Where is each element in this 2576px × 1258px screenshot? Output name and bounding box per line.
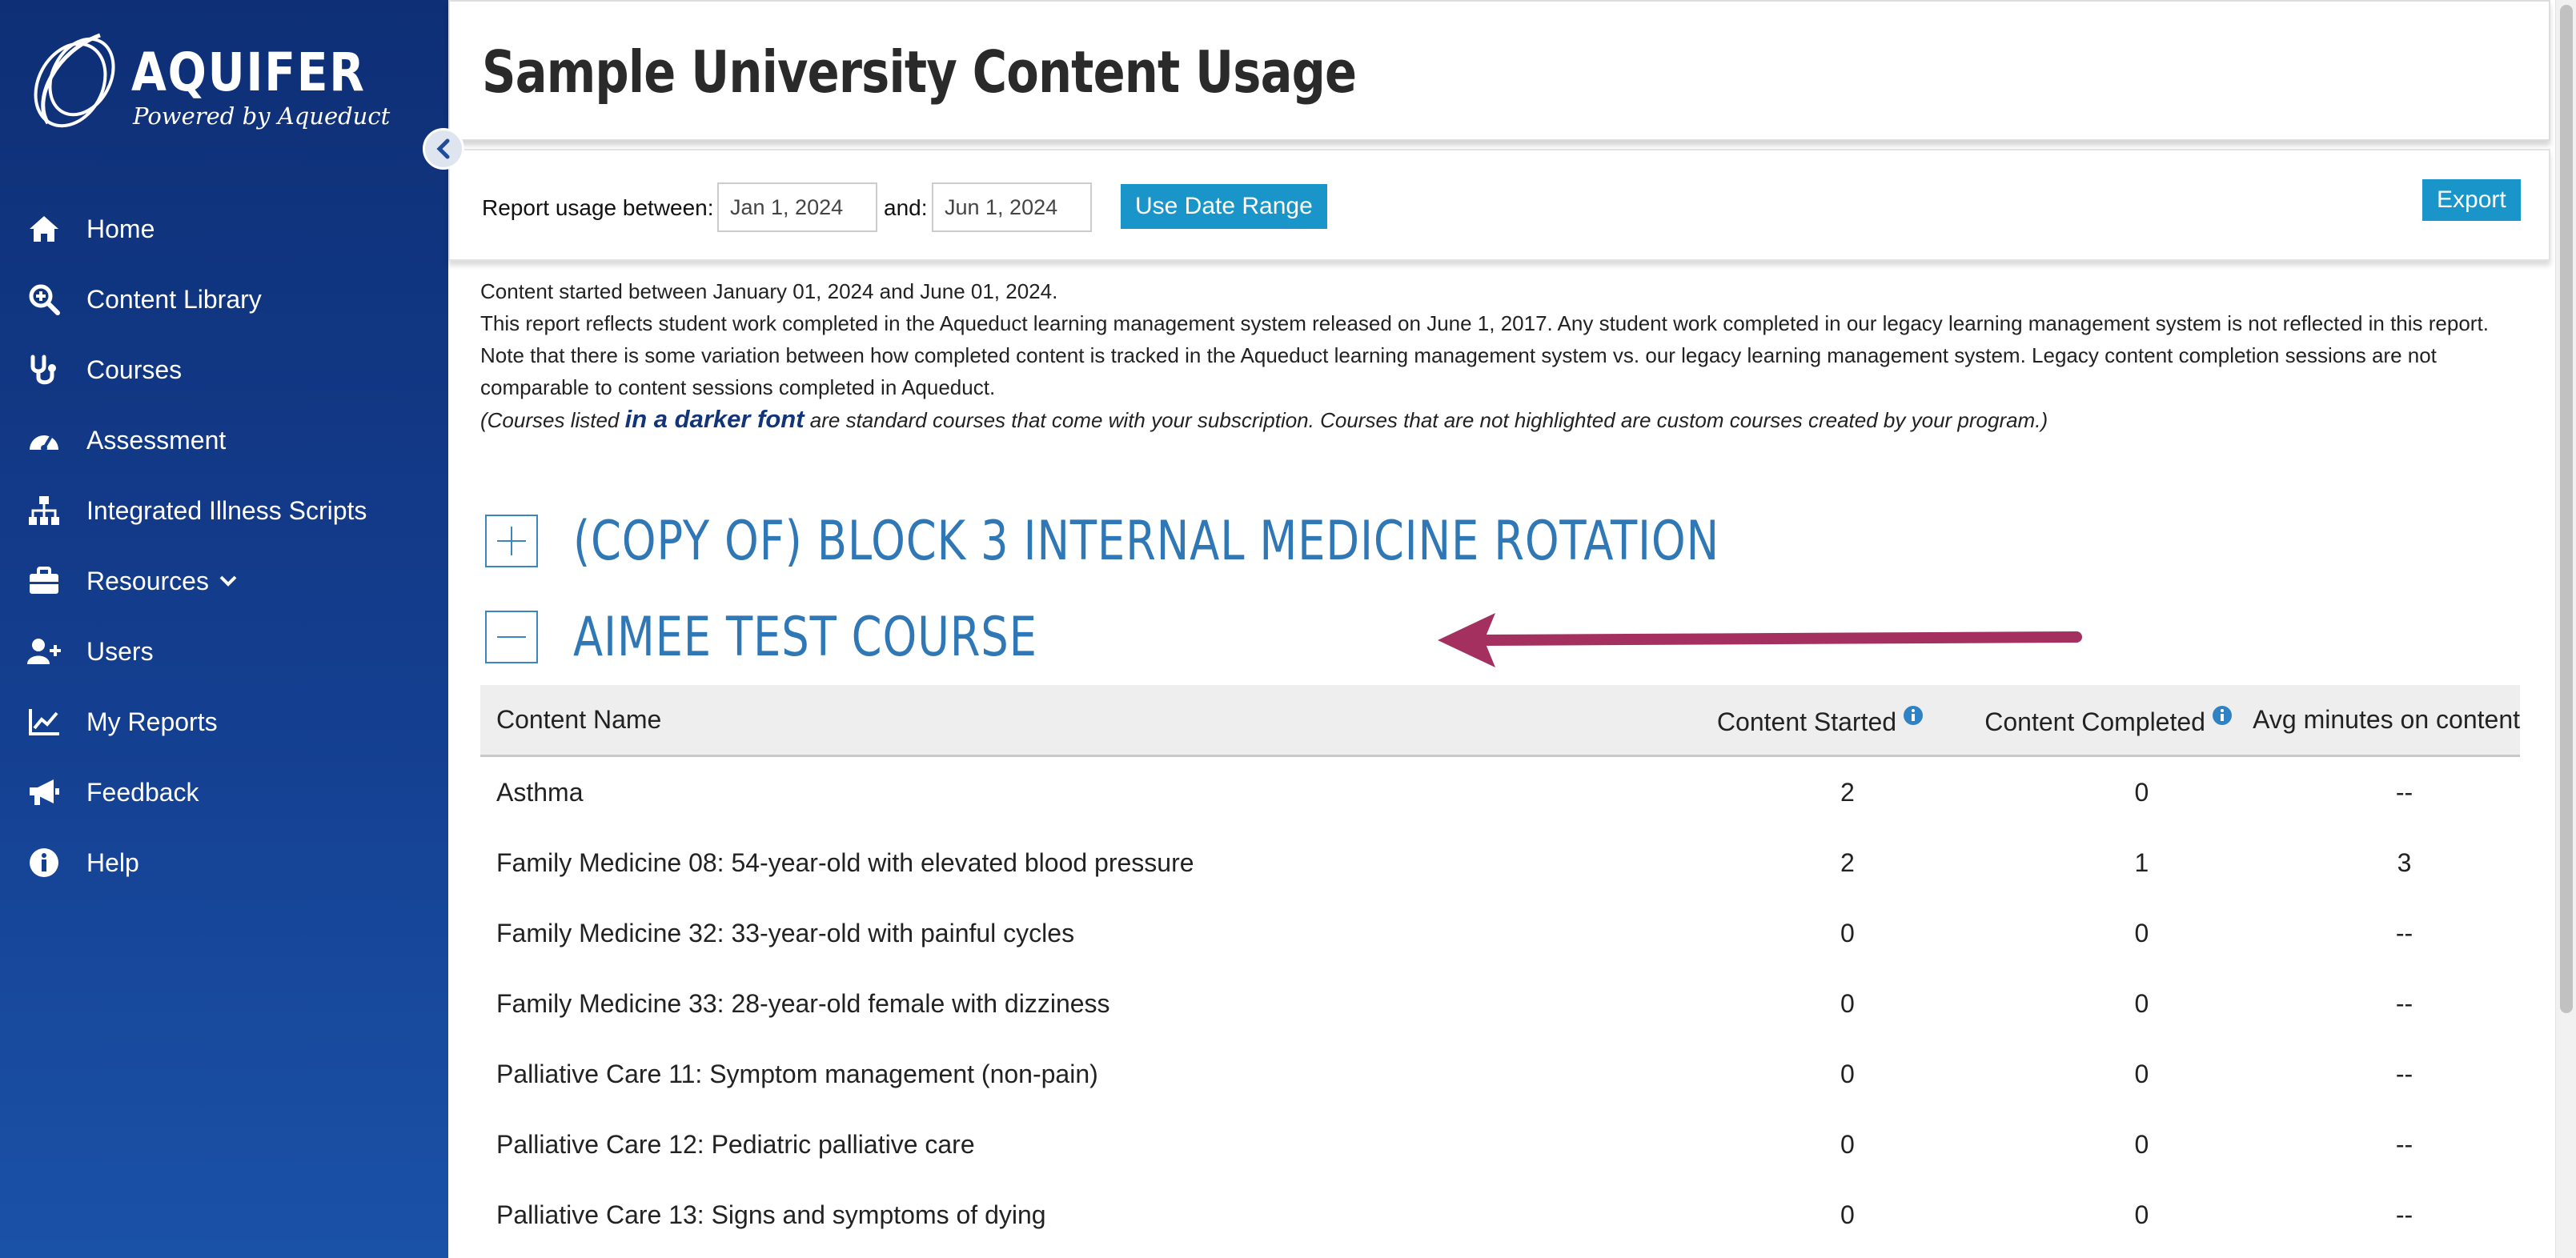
legend-suffix: are standard courses that come with your subscription. Courses that are not highlighted are custom courses created by your program.) (804, 408, 2048, 432)
cell-content-completed: 0 (2134, 777, 2149, 807)
cell-content-completed: 0 (2134, 1129, 2149, 1159)
cell-content-started: 0 (1840, 918, 1855, 948)
cell-content-name: Family Medicine 32: 33-year-old with painful cycles (496, 918, 1075, 948)
content-usage-table (480, 685, 2520, 1250)
main-content (448, 0, 2555, 1258)
legend-prefix: (Courses listed (480, 408, 625, 432)
cell-avg-minutes: -- (2395, 1129, 2413, 1159)
cell-content-completed: 0 (2134, 918, 2149, 948)
sidebar-item-my-reports[interactable] (0, 687, 448, 757)
sidebar-item-label: Users (86, 636, 154, 666)
sidebar (0, 0, 448, 1258)
table-row (480, 1180, 2520, 1250)
date-range-summary: Content started between January 01, 2024 and June 01, 2024. (480, 279, 1058, 303)
sidebar-item-label: My Reports (86, 707, 218, 736)
sidebar-item-content-library[interactable] (0, 264, 448, 335)
cell-content-started: 0 (1840, 1129, 1855, 1159)
minus-icon (496, 621, 528, 653)
briefcase-icon (27, 564, 61, 598)
cell-avg-minutes: -- (2395, 1200, 2413, 1229)
table-row (480, 827, 2520, 898)
gauge-icon (27, 423, 61, 457)
collapse-course-button[interactable] (485, 611, 538, 663)
sidebar-item-feedback[interactable] (0, 757, 448, 827)
cell-content-name: Palliative Care 11: Symptom management (non-pain) (496, 1059, 1098, 1088)
header-avg-minutes[interactable]: Avg minutes on content (2253, 705, 2520, 734)
cell-avg-minutes: -- (2395, 988, 2413, 1018)
header-label[interactable]: Content Completed (1984, 707, 2205, 736)
sidebar-item-label: Help (86, 847, 139, 877)
cell-content-completed: 0 (2134, 988, 2149, 1018)
aquifer-logo-icon (24, 27, 128, 131)
report-info (480, 275, 2546, 436)
annotation-arrow (1433, 607, 2089, 674)
logo-subtitle: Powered by Aqueduct (133, 102, 391, 130)
report-usage-label: Report usage between: (482, 195, 714, 220)
table-row (480, 1039, 2520, 1109)
cell-avg-minutes: 3 (2397, 847, 2412, 877)
cell-content-started: 0 (1840, 1059, 1855, 1088)
expand-course-button[interactable] (485, 515, 538, 567)
cell-avg-minutes: -- (2395, 1059, 2413, 1088)
cell-content-name: Asthma (496, 777, 584, 807)
sidebar-item-home[interactable] (0, 194, 448, 264)
sidebar-item-label: Feedback (86, 777, 199, 807)
title-card (448, 0, 2550, 141)
course-header (485, 509, 2006, 573)
sidebar-item-label: Resources (86, 566, 209, 595)
home-icon (27, 212, 61, 246)
cell-content-name: Palliative Care 12: Pediatric palliative care (496, 1129, 975, 1159)
cell-avg-minutes: -- (2395, 777, 2413, 807)
page-scrollbar[interactable] (2555, 0, 2576, 1258)
cell-content-name: Palliative Care 13: Signs and symptoms of dying (496, 1200, 1046, 1229)
course-header (485, 605, 1154, 669)
use-date-range-button[interactable]: Use Date Range (1121, 184, 1327, 229)
sidebar-item-resources[interactable] (0, 546, 448, 616)
sidebar-item-label: Content Library (86, 284, 262, 314)
cell-content-name: Family Medicine 08: 54-year-old with elevated blood pressure (496, 847, 1194, 877)
cell-content-name: Family Medicine 33: 28-year-old female with dizziness (496, 988, 1110, 1018)
legacy-notice: Note that there is some variation between how completed content is tracked in the Aqueduct learning management system vs. our legacy learning management system. Legacy content completion sessions are not comparable to content sessions completed in Aqueduct. (480, 343, 2437, 399)
collapse-sidebar-button[interactable] (423, 128, 464, 170)
scrollbar-thumb[interactable] (2560, 5, 2573, 1013)
cell-content-started: 0 (1840, 988, 1855, 1018)
cell-content-started: 0 (1840, 1200, 1855, 1229)
table-header (480, 685, 2520, 757)
cell-content-completed: 0 (2134, 1200, 2149, 1229)
sidebar-item-courses[interactable] (0, 335, 448, 405)
megaphone-icon (27, 775, 61, 809)
sidebar-item-label: Integrated Illness Scripts (86, 495, 367, 525)
table-row (480, 1109, 2520, 1180)
course-font-legend (480, 403, 2546, 436)
sidebar-item-label: Assessment (86, 425, 227, 455)
course-title[interactable]: (COPY OF) BLOCK 3 INTERNAL MEDICINE ROTATION (573, 509, 1720, 573)
cell-content-started: 2 (1840, 847, 1855, 877)
sidebar-item-label: Home (86, 214, 155, 243)
cell-content-started: 2 (1840, 777, 1855, 807)
aquifer-logo[interactable] (24, 27, 391, 131)
header-content-completed (1964, 703, 2253, 737)
chevron-down-icon[interactable] (219, 575, 238, 587)
sidebar-nav (0, 194, 448, 898)
header-label[interactable]: Content Started (1716, 707, 1897, 736)
cell-avg-minutes: -- (2395, 918, 2413, 948)
cell-content-completed: 0 (2134, 1059, 2149, 1088)
legend-dark-font: in a darker font (624, 405, 804, 433)
plus-icon (496, 525, 528, 557)
logo-title: AQUIFER (131, 42, 366, 103)
stethoscope-icon (27, 353, 61, 387)
sidebar-item-help[interactable] (0, 827, 448, 898)
sidebar-item-integrated-illness-scripts[interactable] (0, 475, 448, 546)
lms-notice: This report reflects student work completed in the Aqueduct learning management system released on June 1, 2017. Any student work completed in our legacy learning management system is not reflected in this report. (480, 311, 2489, 335)
sidebar-item-label: Courses (86, 355, 183, 384)
chevron-left-icon (435, 138, 452, 159)
sitemap-icon (27, 494, 61, 527)
end-date-input[interactable] (932, 182, 1092, 232)
sidebar-item-assessment[interactable] (0, 405, 448, 475)
date-filter-bar (448, 149, 2550, 261)
header-content-started (1676, 703, 1964, 737)
export-button[interactable]: Export (2422, 179, 2521, 221)
chart-line-icon (27, 705, 61, 739)
header-content-name[interactable]: Content Name (496, 705, 662, 734)
cell-content-completed: 1 (2134, 847, 2149, 877)
info-icon[interactable] (1903, 703, 1924, 732)
table-row (480, 757, 2520, 827)
table-row (480, 968, 2520, 1039)
info-icon[interactable] (2212, 703, 2233, 732)
user-plus-icon (27, 635, 61, 668)
table-row (480, 898, 2520, 968)
sidebar-item-users[interactable] (0, 616, 448, 687)
search-plus-icon (27, 282, 61, 316)
page-title: Sample University Content Usage (482, 38, 1357, 106)
and-label: and: (884, 195, 928, 220)
info-circle-icon (27, 846, 61, 879)
course-title[interactable]: AIMEE TEST COURSE (573, 605, 1037, 669)
start-date-input[interactable] (717, 182, 877, 232)
